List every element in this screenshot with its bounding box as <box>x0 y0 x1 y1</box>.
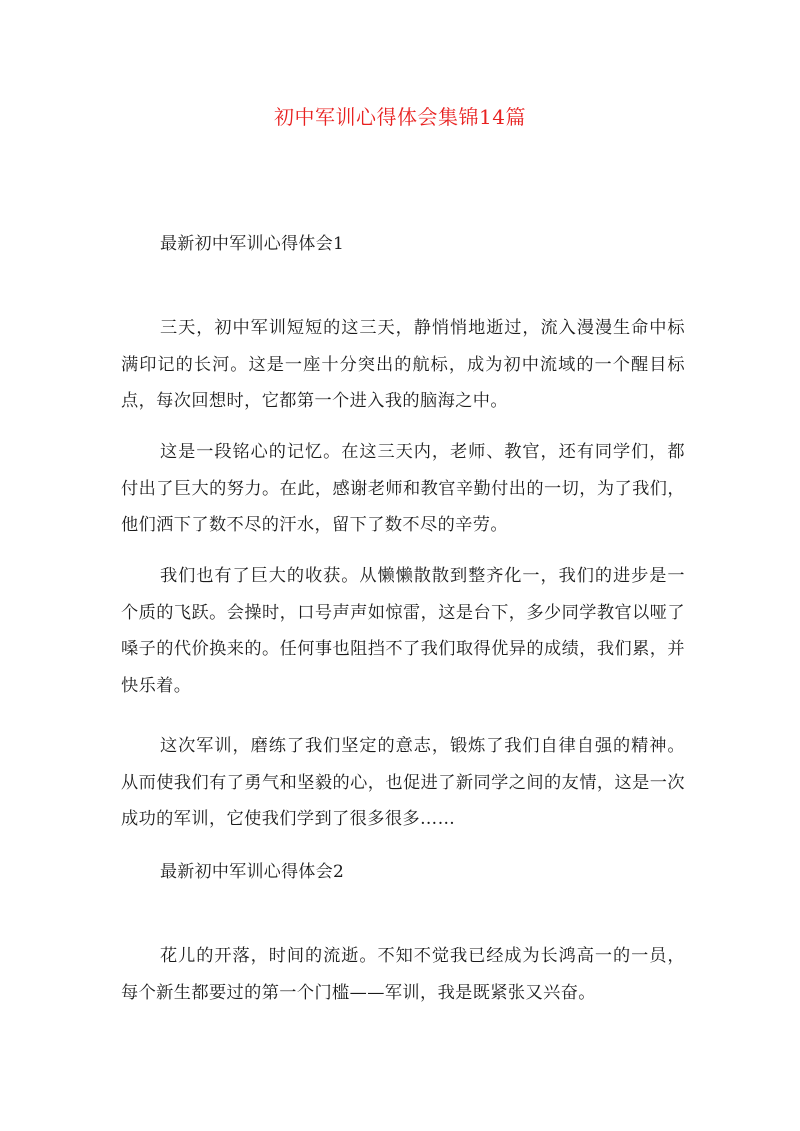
section-heading-1: 最新初中军训心得体会1 <box>160 234 345 254</box>
document-title: 初中军训心得体会集锦14篇 <box>274 105 526 129</box>
paragraph-1-4: 这次军训，磨练了我们坚定的意志，锻炼了我们自律自强的精神。从而使我们有了勇气和坚毅的心，也促进了新同学之间的友情，这是一次成功的军训，它使我们学到了很多很多…… <box>121 736 685 829</box>
paragraph-1-1: 三天，初中军训短短的这三天，静悄悄地逝过，流入漫漫生命中标满印记的长河。这是一座十分突出的航标，成为初中流域的一个醒目标点，每次回想时，它都第一个进入我的脑海之中。 <box>121 318 685 411</box>
section-heading-2: 最新初中军训心得体会2 <box>160 862 345 882</box>
paragraph-1-3: 我们也有了巨大的收获。从懒懒散散到整齐化一，我们的进步是一个质的飞跃。会操时，口号声声如惊雷，这是台下，多少同学教官以哑了嗓子的代价换来的。任何事也阻挡不了我们取得优异的成绩，我们累，并快乐着。 <box>121 566 685 696</box>
paragraph-2-1: 花儿的开落，时间的流逝。不知不觉我已经成为长鸿高一的一员，每个新生都要过的第一个门槛——军训，我是既紧张又兴奋。 <box>121 946 685 1003</box>
paragraph-1-2: 这是一段铭心的记忆。在这三天内，老师、教官，还有同学们，都付出了巨大的努力。在此，感谢老师和教官辛勤付出的一切，为了我们，他们洒下了数不尽的汗水，留下了数不尽的辛劳。 <box>121 442 685 535</box>
